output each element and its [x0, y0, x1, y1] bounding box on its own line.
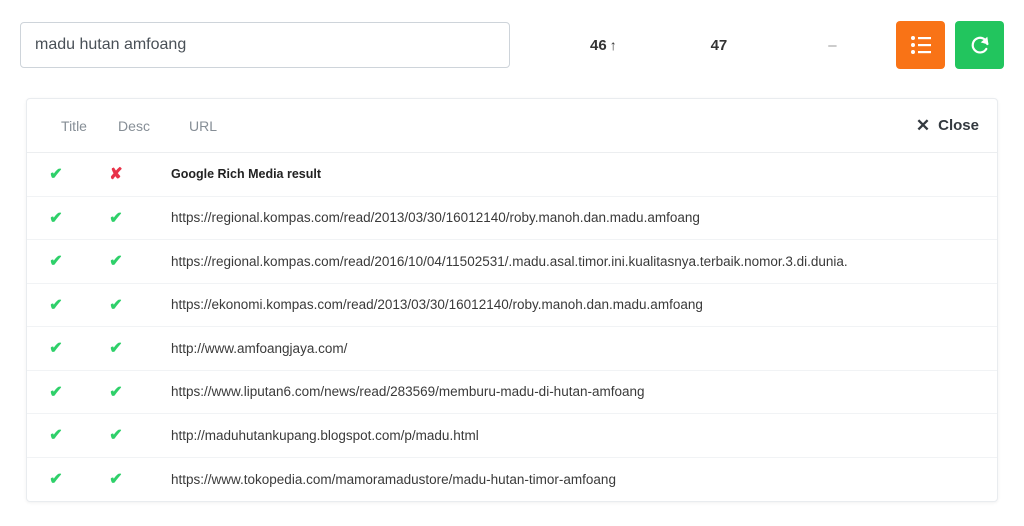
- table-row[interactable]: [27, 284, 997, 328]
- desc-status-icon: ✔: [109, 383, 123, 401]
- close-label: Close: [938, 117, 979, 134]
- search-input[interactable]: [20, 22, 510, 68]
- desc-status-icon: ✘: [109, 166, 123, 184]
- table-row[interactable]: [27, 414, 997, 458]
- refresh-button[interactable]: [955, 21, 1004, 69]
- desc-status-icon: ✔: [109, 209, 123, 227]
- title-status-icon: ✔: [49, 427, 63, 445]
- title-status-icon: ✔: [49, 340, 63, 358]
- desc-status-icon: ✔: [109, 253, 123, 271]
- desc-status-icon: ✔: [109, 427, 123, 445]
- toolbar: [0, 0, 1024, 76]
- table-row[interactable]: [27, 371, 997, 415]
- table-row[interactable]: [27, 153, 997, 197]
- results-list-button[interactable]: [896, 21, 945, 69]
- list-icon: [910, 35, 932, 55]
- desc-status-icon: ✔: [109, 296, 123, 314]
- title-status-icon: ✔: [49, 383, 63, 401]
- metric-change: –: [828, 36, 837, 54]
- refresh-icon: [969, 34, 991, 56]
- title-status-icon: ✔: [49, 296, 63, 314]
- column-header-url: URL: [189, 117, 218, 134]
- results-panel-header: [27, 99, 997, 153]
- results-panel-wrapper: [0, 76, 1024, 502]
- metric-current-value: 46: [590, 36, 607, 54]
- metric-previous-position: 47: [710, 36, 728, 54]
- column-header-desc: Desc: [118, 117, 150, 134]
- result-url[interactable]: https://regional.kompas.com/read/2013/03/30/16012140/roby.manoh.dan.madu.amfoang: [171, 210, 700, 226]
- table-row[interactable]: [27, 197, 997, 241]
- results-panel: [26, 98, 998, 502]
- title-status-icon: ✔: [49, 209, 63, 227]
- result-url[interactable]: Google Rich Media result: [171, 167, 322, 182]
- title-status-icon: ✔: [49, 471, 63, 489]
- result-url[interactable]: http://www.amfoangjaya.com/: [171, 340, 348, 356]
- title-status-icon: ✔: [49, 253, 63, 271]
- desc-status-icon: ✔: [109, 340, 123, 358]
- result-url[interactable]: https://regional.kompas.com/read/2016/10/04/11502531/.madu.asal.timor.ini.kualitasnya.terbaik.nomor.3.di.dunia.: [171, 253, 848, 269]
- column-header-title: Title: [61, 117, 87, 134]
- result-url[interactable]: http://maduhutankupang.blogspot.com/p/madu.html: [171, 427, 479, 443]
- table-row[interactable]: [27, 240, 997, 284]
- close-icon: ✕: [915, 116, 931, 135]
- arrow-up-icon: ↑: [609, 36, 617, 53]
- result-url[interactable]: https://ekonomi.kompas.com/read/2013/03/30/16012140/roby.manoh.dan.madu.amfoang: [171, 297, 703, 313]
- result-url[interactable]: https://www.tokopedia.com/mamoramadustore/madu-hutan-timor-amfoang: [171, 471, 616, 487]
- desc-status-icon: ✔: [109, 471, 123, 489]
- result-url[interactable]: https://www.liputan6.com/news/read/283569/memburu-madu-di-hutan-amfoang: [171, 384, 645, 400]
- table-row[interactable]: [27, 458, 997, 502]
- metric-current-position: [550, 37, 658, 54]
- close-button[interactable]: [916, 117, 979, 134]
- title-status-icon: ✔: [49, 166, 63, 184]
- results-rows: [27, 153, 997, 501]
- table-row[interactable]: [27, 327, 997, 371]
